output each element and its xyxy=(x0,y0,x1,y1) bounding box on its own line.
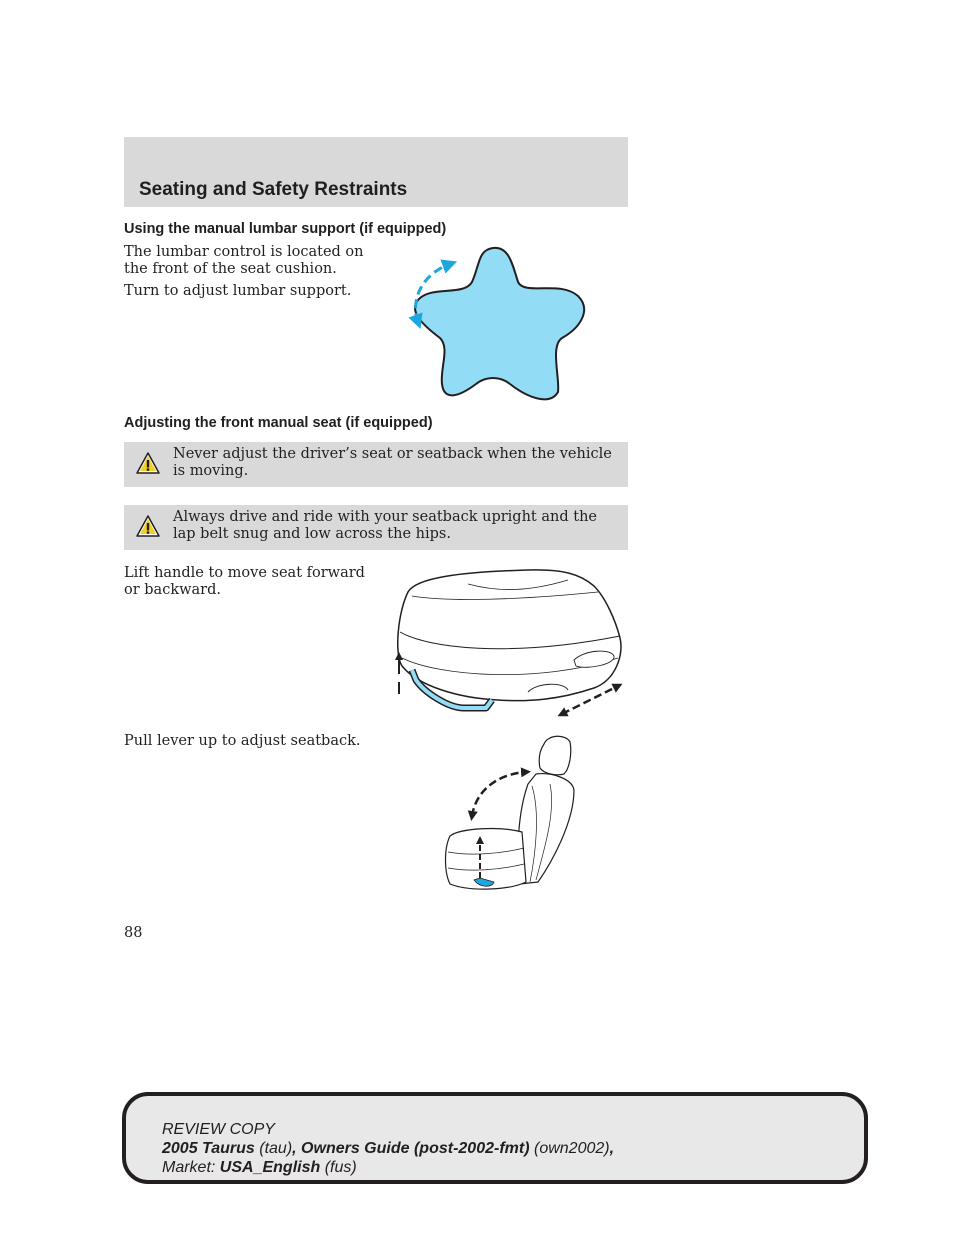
page-number: 88 xyxy=(124,925,143,941)
footer-guide-code: (own2002) xyxy=(533,1140,610,1157)
footer-model-code: (tau) xyxy=(259,1140,293,1157)
warning-triangle-icon xyxy=(135,514,161,538)
section-header xyxy=(124,137,628,207)
footer-market: USA_English xyxy=(219,1159,321,1176)
recline-arrow-icon xyxy=(472,772,526,816)
seatback-recline-illustration xyxy=(440,732,590,894)
footer-comma: , xyxy=(609,1140,615,1157)
footer-market-label: Market: xyxy=(162,1159,216,1176)
pull-lever-text: Pull lever up to adjust seatback. xyxy=(124,733,361,749)
section-title: Seating and Safety Restraints xyxy=(139,179,408,200)
warning-text-1: Never adjust the driver’s seat or seatback when the vehicle is moving. xyxy=(173,446,612,479)
review-copy-label: REVIEW COPY xyxy=(162,1121,275,1138)
footer-market-code: (fus) xyxy=(324,1159,357,1176)
warning-triangle-icon xyxy=(135,451,161,475)
footer-guide: , Owners Guide (post-2002-fmt) xyxy=(292,1140,530,1157)
warning-box-2 xyxy=(124,505,628,550)
warning-text-2: Always drive and ride with your seatback upright and the lap belt snug and low across the hips. xyxy=(173,509,597,542)
lumbar-text-location: The lumbar control is located on the front of the seat cushion. xyxy=(124,244,364,277)
lumbar-text-turn: Turn to adjust lumbar support. xyxy=(124,283,352,299)
warning-box-1 xyxy=(124,442,628,487)
lumbar-heading: Using the manual lumbar support (if equipped) xyxy=(124,221,447,237)
lift-handle-text: Lift handle to move seat forward or backward. xyxy=(124,565,365,598)
review-copy-footer xyxy=(122,1092,868,1184)
front-seat-heading: Adjusting the front manual seat (if equipped) xyxy=(124,415,433,431)
footer-market-line xyxy=(162,1158,357,1178)
seat-cushion-illustration xyxy=(388,562,628,722)
footer-model: 2005 Taurus xyxy=(162,1140,255,1157)
lumbar-knob-illustration xyxy=(400,240,595,405)
lumbar-knob xyxy=(415,248,584,399)
footer-model-line xyxy=(162,1139,614,1159)
